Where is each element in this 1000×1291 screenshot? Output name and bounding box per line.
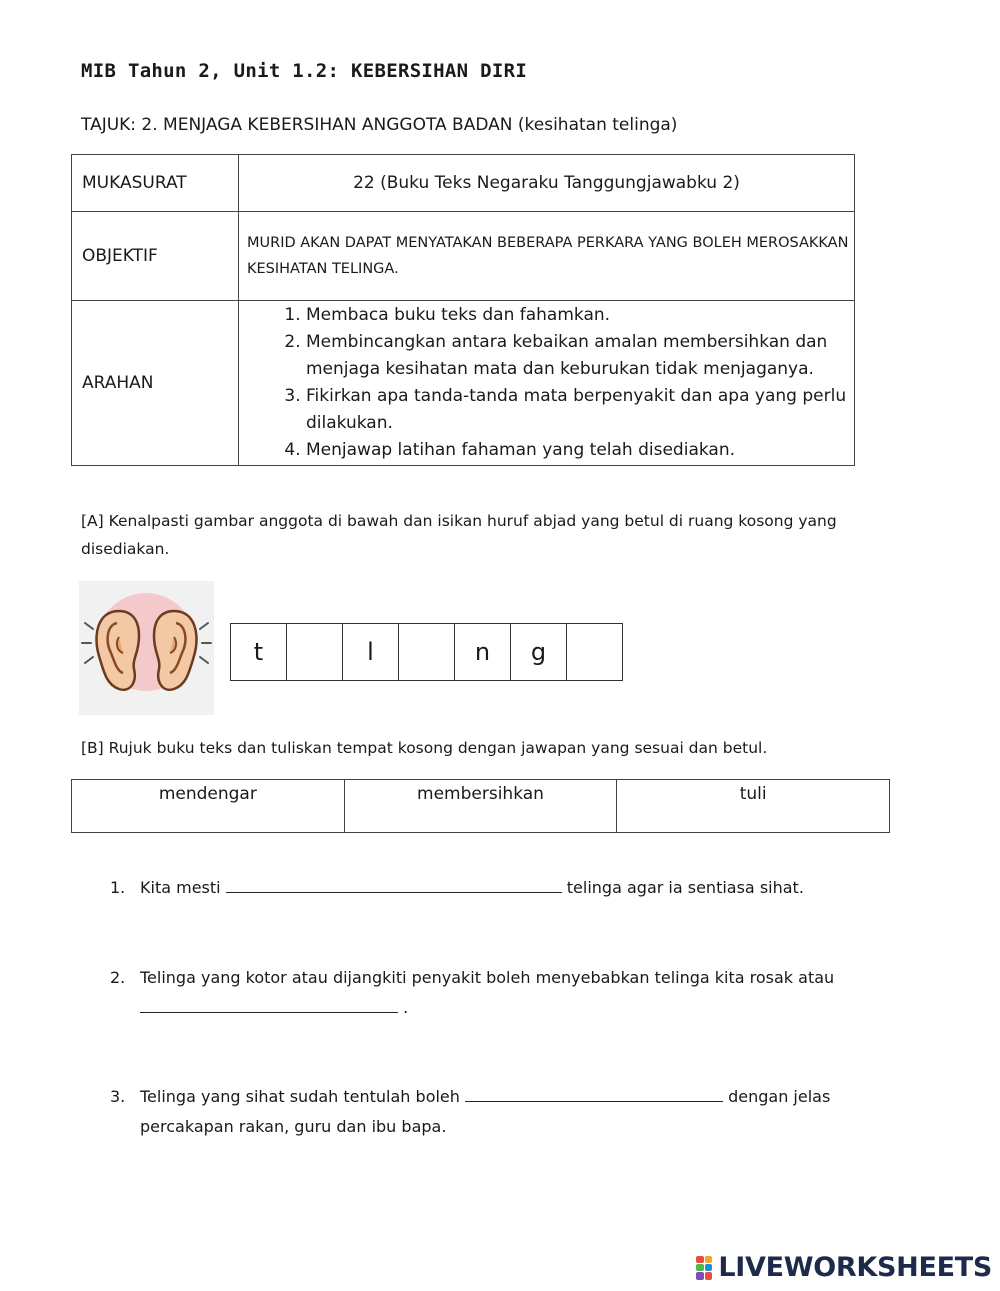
section-a-instruction: [A] Kenalpasti gambar anggota di bawah dan isikan huruf abjad yang betul di ruang kosong yang disediakan. bbox=[81, 512, 837, 558]
arahan-list bbox=[240, 302, 853, 464]
arahan-item: 2. Membincangkan antara kebaikan amalan membersihkan dan menjaga kesihatan mata dan keburukan tidak menjaganya. bbox=[306, 329, 853, 383]
letter-boxes bbox=[230, 623, 623, 681]
question-text: Telinga yang sihat sudah tentulah boleh bbox=[140, 1087, 460, 1106]
arahan-cell bbox=[239, 301, 855, 466]
info-table bbox=[71, 154, 855, 466]
question-text: telinga agar ia sentiasa sihat. bbox=[566, 878, 804, 897]
logo-text: LIVEWORKSHEETS bbox=[718, 1252, 992, 1283]
word-bank-item: mendengar bbox=[72, 780, 345, 833]
ears-image bbox=[79, 581, 214, 715]
topic-heading: TAJUK: 2. MENJAGA KEBERSIHAN ANGGOTA BADAN (kesihatan telinga) bbox=[81, 115, 678, 135]
arahan-item: 1. Membaca buku teks dan fahamkan. bbox=[306, 302, 853, 329]
question-2 bbox=[110, 963, 890, 1023]
arahan-label: ARAHAN bbox=[72, 301, 239, 466]
letter-box[interactable]: g bbox=[511, 624, 567, 681]
word-bank-item: tuli bbox=[617, 780, 890, 833]
letter-box[interactable] bbox=[399, 624, 455, 681]
worksheet-title: MIB Tahun 2, Unit 1.2: KEBERSIHAN DIRI bbox=[81, 60, 528, 82]
letter-box[interactable]: l bbox=[343, 624, 399, 681]
objektif-label: OBJEKTIF bbox=[72, 212, 239, 301]
letter-box[interactable]: n bbox=[455, 624, 511, 681]
ears-icon bbox=[79, 581, 214, 715]
question-text: . bbox=[403, 998, 409, 1017]
section-b-instruction: [B] Rujuk buku teks dan tuliskan tempat kosong dengan jawapan yang sesuai dan betul. bbox=[81, 739, 768, 757]
question-number: 1. bbox=[110, 878, 126, 897]
question-number: 3. bbox=[110, 1087, 126, 1106]
question-1 bbox=[110, 873, 890, 903]
answer-blank[interactable] bbox=[226, 874, 562, 893]
liveworksheets-logo bbox=[696, 1252, 992, 1283]
question-text: dengan jelas percakapan rakan, guru dan ibu bapa. bbox=[140, 1087, 831, 1136]
word-bank-item: membersihkan bbox=[344, 780, 617, 833]
question-3 bbox=[110, 1082, 890, 1142]
letter-box[interactable] bbox=[567, 624, 623, 681]
letter-box[interactable]: t bbox=[231, 624, 287, 681]
mukasurat-label: MUKASURAT bbox=[72, 155, 239, 212]
letter-box[interactable] bbox=[287, 624, 343, 681]
mukasurat-value: 22 (Buku Teks Negaraku Tanggungjawabku 2) bbox=[239, 155, 855, 212]
question-text: Kita mesti bbox=[140, 878, 221, 897]
logo-icon bbox=[696, 1256, 712, 1280]
answer-blank[interactable] bbox=[465, 1083, 723, 1102]
question-text: Telinga yang kotor atau dijangkiti penyakit boleh menyebabkan telinga kita rosak atau bbox=[140, 968, 835, 987]
arahan-item: 3. Fikirkan apa tanda-tanda mata berpenyakit dan apa yang perlu dilakukan. bbox=[306, 383, 853, 437]
word-bank-table bbox=[71, 779, 890, 833]
answer-blank[interactable] bbox=[140, 994, 398, 1013]
objektif-value: MURID AKAN DAPAT MENYATAKAN BEBERAPA PERKARA YANG BOLEH MEROSAKKAN KESIHATAN TELINGA. bbox=[239, 212, 855, 301]
arahan-item: 4. Menjawap latihan fahaman yang telah disediakan. bbox=[306, 437, 853, 464]
question-number: 2. bbox=[110, 968, 126, 987]
